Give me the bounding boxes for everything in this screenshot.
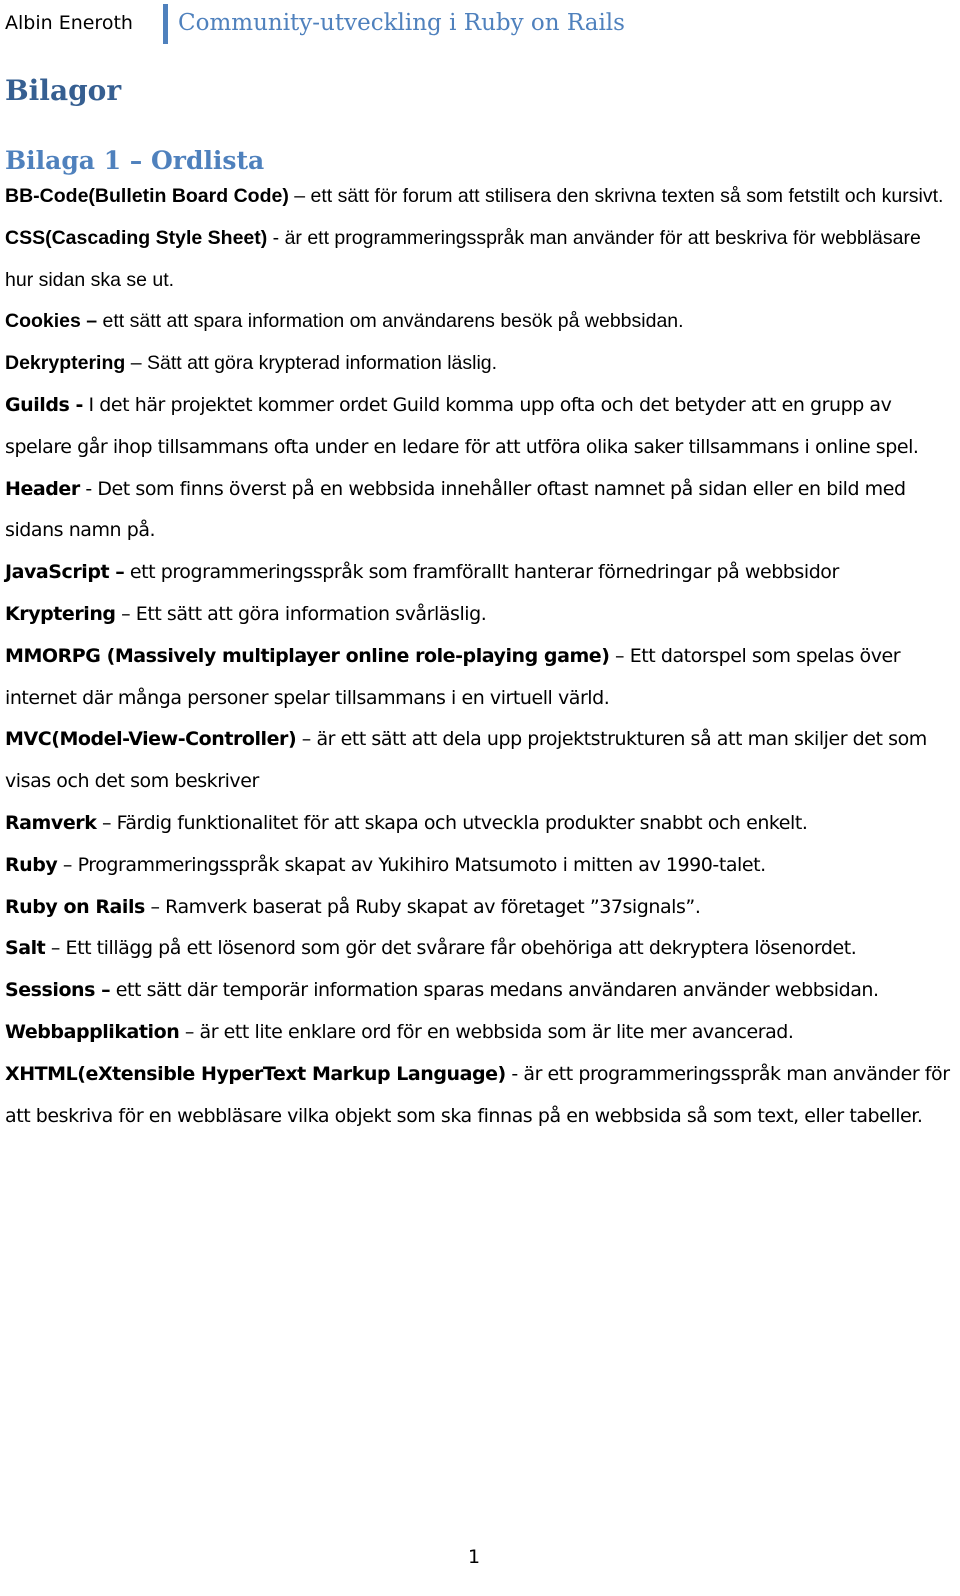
header-title: Community-utveckling i Ruby on Rails xyxy=(178,10,625,36)
page-number: 1 xyxy=(467,1546,481,1568)
glossary-term: Webbapplikation xyxy=(5,1020,180,1043)
header-divider xyxy=(163,4,168,44)
section-heading: Bilagor xyxy=(5,74,122,107)
glossary-entry-webbapplikation xyxy=(5,1012,950,1054)
header-author: Albin Eneroth xyxy=(5,12,133,34)
glossary-term: Guilds - xyxy=(5,393,83,416)
glossary-entry-guilds xyxy=(5,385,950,469)
glossary-definition: - är ett programmeringsspråk man använder för att beskriva för webbläsare hur sidan ska se ut. xyxy=(5,226,921,291)
glossary-term: JavaScript – xyxy=(5,561,125,584)
glossary-definition: I det här projektet kommer ordet Guild komma upp ofta och det betyder att en grupp av spelare går ihop tillsammans ofta under en ledare för att utföra olika saker tillsammans i online spel. xyxy=(5,393,919,458)
glossary-definition: ett sätt att spara information om användarens besök på webbsidan. xyxy=(97,310,684,333)
glossary-term: Dekryptering xyxy=(5,352,126,375)
glossary-term: Salt xyxy=(5,937,46,960)
glossary-term: BB-Code(Bulletin Board Code) xyxy=(5,185,289,207)
glossary-entry-ruby xyxy=(5,845,950,887)
glossary-term: Ramverk xyxy=(5,811,97,834)
glossary-term: MMORPG (Massively multiplayer online role-playing game) xyxy=(5,644,610,667)
glossary-entry-sessions xyxy=(5,970,950,1012)
glossary-list xyxy=(5,176,950,1137)
glossary-definition: – är ett sätt att dela upp projektstrukturen så att man skiljer det som visas och det som beskriver xyxy=(5,728,927,793)
glossary-term: Sessions – xyxy=(5,979,111,1002)
glossary-entry-bb-code xyxy=(5,176,950,218)
glossary-definition: – Ramverk baserat på Ruby skapat av företaget ”37signals”. xyxy=(144,895,701,918)
glossary-entry-cookies xyxy=(5,301,950,343)
glossary-definition: – är ett lite enklare ord för en webbsida som är lite mer avancerad. xyxy=(179,1020,794,1043)
glossary-term: XHTML(eXtensible HyperText Markup Language) xyxy=(5,1062,506,1085)
glossary-entry-kryptering xyxy=(5,594,950,636)
glossary-entry-dekryptering xyxy=(5,343,950,385)
glossary-entry-mvc xyxy=(5,719,950,803)
glossary-term: Ruby on Rails xyxy=(5,895,145,918)
glossary-definition: – Ett sätt att göra information svårläslig. xyxy=(115,602,487,625)
glossary-term: CSS(Cascading Style Sheet) xyxy=(5,226,268,249)
glossary-term: Header xyxy=(5,477,80,500)
glossary-entry-ramverk xyxy=(5,803,950,845)
glossary-definition: – Ett tillägg på ett lösenord som gör det svårare får obehöriga att dekryptera lösenordet. xyxy=(45,937,857,960)
glossary-entry-javascript xyxy=(5,552,950,594)
glossary-entry-header xyxy=(5,469,950,553)
glossary-term: MVC(Model-View-Controller) xyxy=(5,728,297,751)
glossary-definition: - Det som finns överst på en webbsida innehåller oftast namnet på sidan eller en bild med sidans namn på. xyxy=(5,477,906,542)
glossary-definition: – ett sätt för forum att stilisera den skrivna texten så som fetstilt och kursivt. xyxy=(288,185,944,207)
glossary-entry-salt xyxy=(5,928,950,970)
glossary-term: Cookies – xyxy=(5,310,98,333)
glossary-entry-ruby-on-rails xyxy=(5,887,950,929)
appendix-heading: Bilaga 1 – Ordlista xyxy=(5,146,265,175)
glossary-definition: – Programmeringsspråk skapat av Yukihiro Matsumoto i mitten av 1990-talet. xyxy=(57,853,766,876)
glossary-term: Kryptering xyxy=(5,602,116,625)
glossary-definition: - är ett programmeringsspråk man använder för att beskriva för en webbläsare vilka objekt som ska finnas på en webbsida så som text, eller tabeller. xyxy=(5,1062,950,1127)
page-header xyxy=(0,0,960,48)
glossary-term: Ruby xyxy=(5,853,58,876)
glossary-definition: – Ett datorspel som spelas över internet där många personer spelar tillsammans i en virtuell värld. xyxy=(5,644,901,709)
glossary-definition: – Sätt att göra krypterad information läslig. xyxy=(125,352,498,375)
glossary-entry-css xyxy=(5,218,950,302)
glossary-definition: – Färdig funktionalitet för att skapa och utveckla produkter snabbt och enkelt. xyxy=(96,811,808,834)
glossary-definition: ett programmeringsspråk som framförallt hanterar förnedringar på webbsidor xyxy=(124,561,839,584)
glossary-entry-mmorpg xyxy=(5,636,950,720)
glossary-entry-xhtml xyxy=(5,1054,950,1138)
glossary-definition: ett sätt där temporär information sparas medans användaren använder webbsidan. xyxy=(110,979,879,1002)
